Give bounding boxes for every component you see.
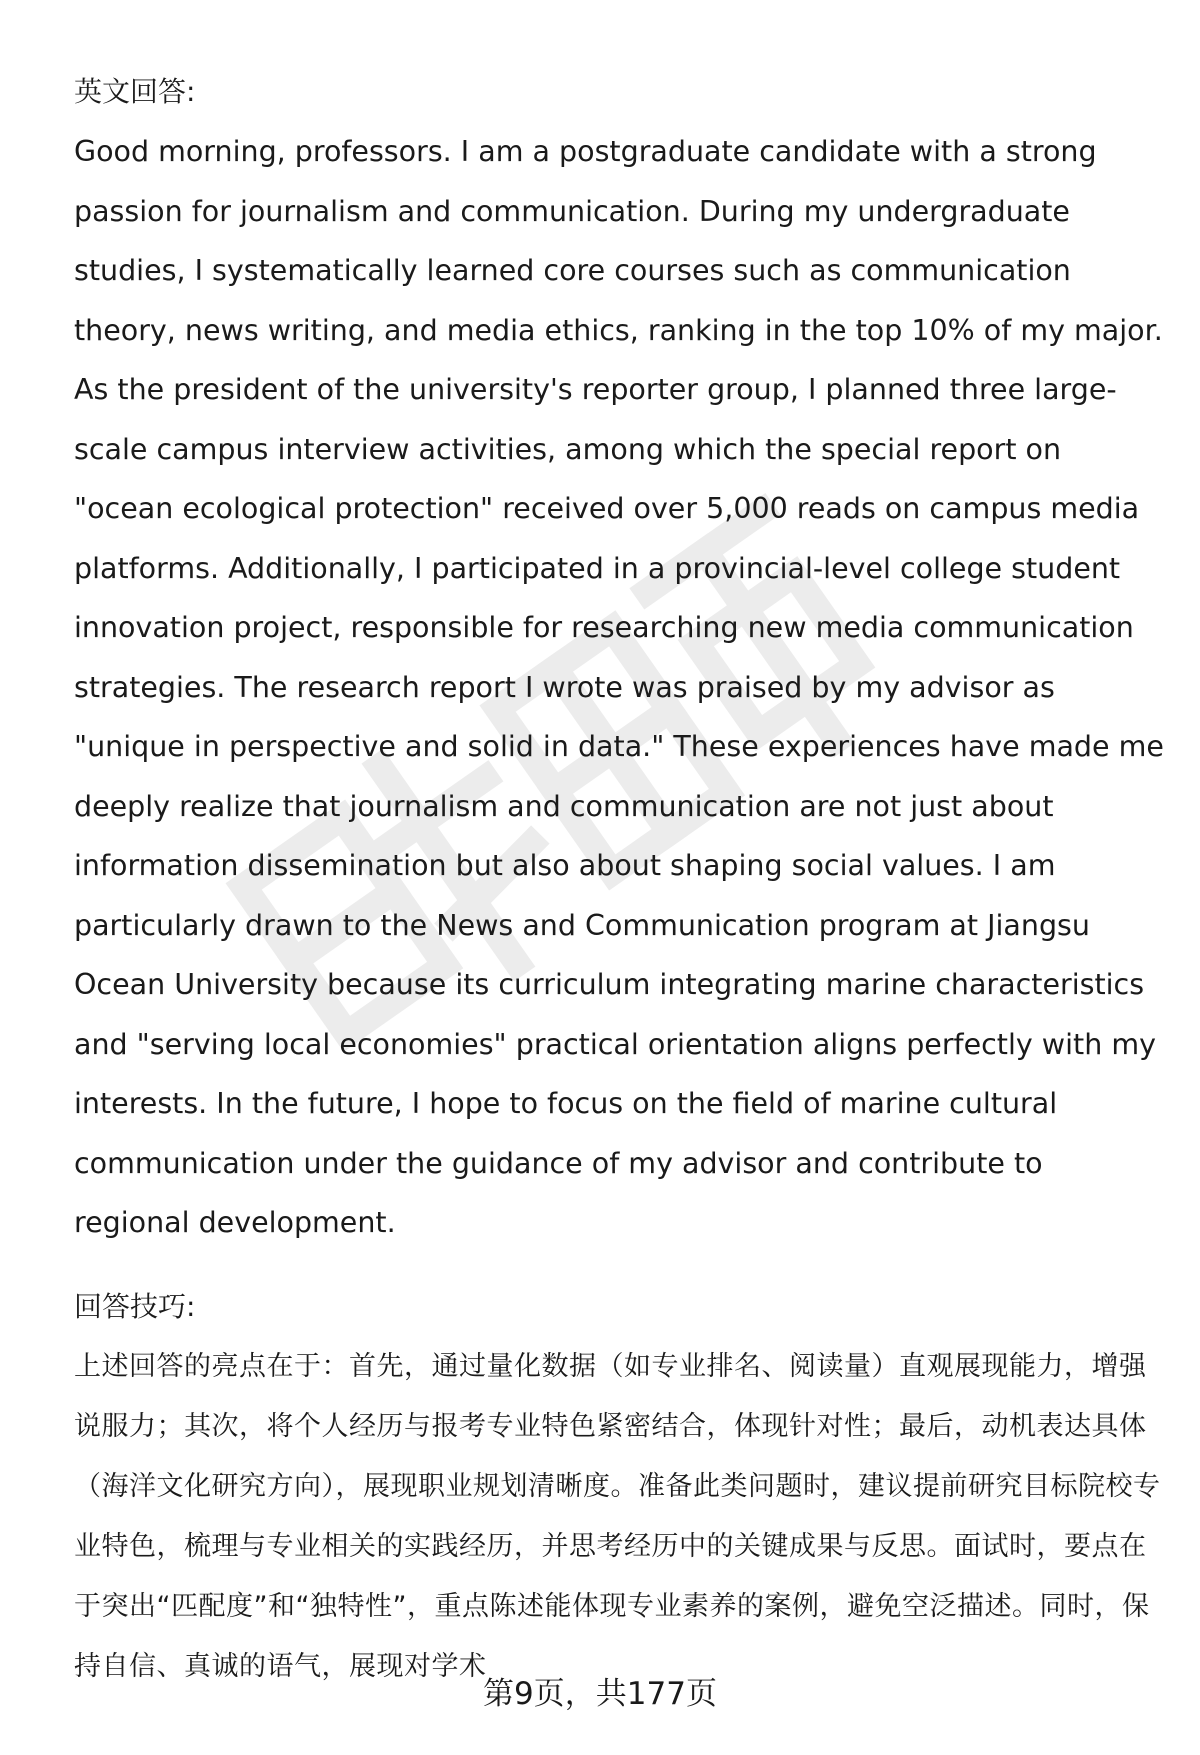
document-page bbox=[74, 62, 1164, 1697]
answer-tips-label: 回答技巧: bbox=[74, 1289, 196, 1323]
english-answer-text: Good morning, professors. I am a postgraduate candidate with a strong passion for journalism and communication. During my undergraduate studies, I systematically learned core courses such as communication theory, news writing, and media ethics, ranking in the top 10% of my major. As the president of the university's reporter group, I planned three large-scale campus interview activities, among which the special report on "ocean ecological protection" received over 5,000 reads on campus media platforms. Additionally, I participated in a provincial-level college student innovation project, responsible for researching new media communication strategies. The research report I wrote was praised by my advisor as "unique in perspective and solid in data." These experiences have made me deeply realize that journalism and communication are not just about information dissemination but also about shaping social values. I am particularly drawn to the News and Communication program at Jiangsu Ocean University because its curriculum integrating marine characteristics and "serving local economies" practical orientation aligns perfectly with my interests. In the future, I hope to focus on the field of marine cultural communication under the guidance of my advisor and contribute to regional development. bbox=[74, 135, 1164, 1239]
english-answer-label: 英文回答: bbox=[74, 75, 196, 108]
page-number-footer: 第9页，共177页 bbox=[483, 1676, 717, 1712]
answer-tips-text: 上述回答的亮点在于：首先，通过量化数据（如专业排名、阅读量）直观展现能力，增强说服力；其次，将个人经历与报考专业特色紧密结合，体现针对性；最后，动机表达具体（海洋文化研究方向），展现职业规划清晰度。准备此类问题时，建议提前研究目标院校专业特色，梳理与专业相关的实践经历，并思考经历中的关键成果与反思。面试时，要点在于突出“匹配度”和“独特性”，重点陈述能体现专业素养的案例，避免空泛描述。同时，保持自信、真诚的语气，展现对学术 bbox=[74, 1350, 1161, 1682]
